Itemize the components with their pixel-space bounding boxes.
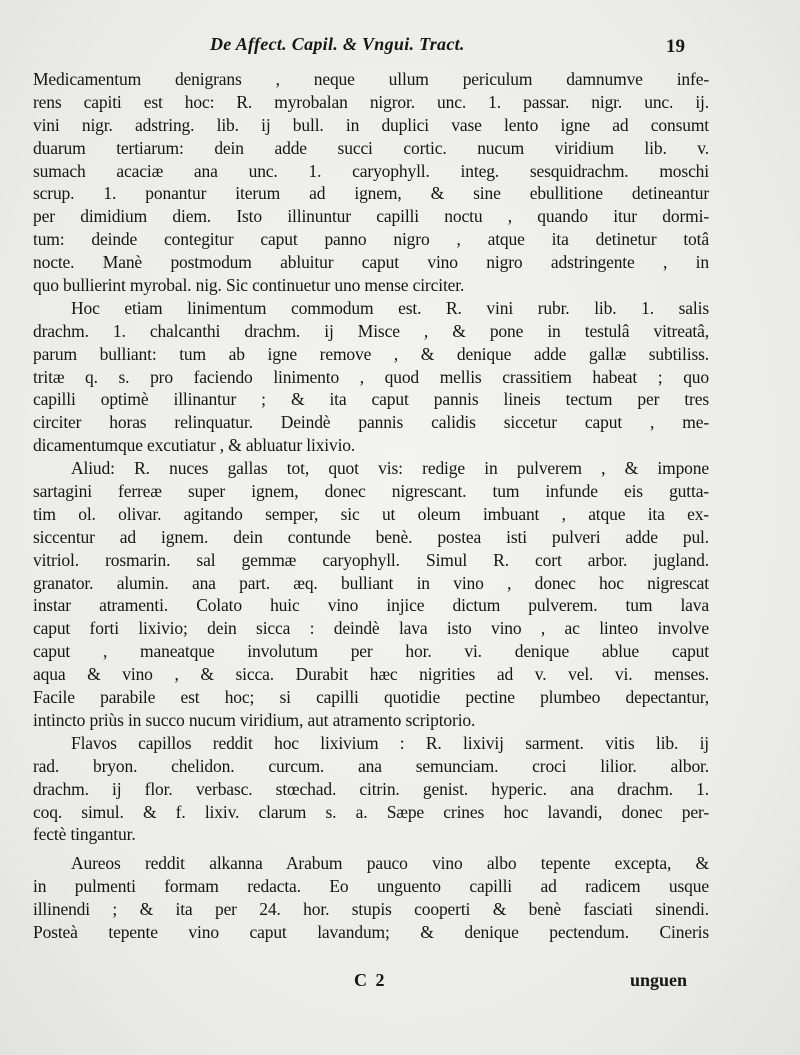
body-text [33,68,709,944]
text-line: capilli optimè illinantur ; & ita caput pannis lineis tectum per tres [33,389,709,410]
catchword: unguen [630,970,688,990]
text-line: vini nigr. adstring. lib. ij bull. in duplici vase lento igne ad consumt [33,114,709,135]
text-line: nocte. Manè postmodum abluitur caput vino nigro adstringente , in [33,252,709,273]
text-line: per dimidium diem. Isto illinuntur capilli noctu , quando itur dormi- [33,206,709,227]
text-line: Facile parabile est hoc; si capilli quotidie pectine plumbeo depectantur, [33,687,709,708]
text-line: granator. alumin. ana part. æq. bulliant in vino , donec hoc nigrescat [33,572,709,593]
text-line: Posteà tepente vino caput lavandum; & denique pectendum. Cineris [33,921,709,942]
text-line: caput , maneatque involutum per hor. vi. denique ablue caput [33,641,709,662]
text-line: siccentur ad ignem. dein contunde benè. postea isti pulveri adde pul. [33,526,709,547]
text-line: scrup. 1. ponantur iterum ad ignem, & sine ebullitione detineantur [33,183,709,204]
text-line: Aureos reddit alkanna Arabum pauco vino albo tepente excepta, & [71,853,709,874]
text-line: circiter horas relinquatur. Deindè pannis calidis siccetur caput , me- [33,412,709,433]
text-line: dicamentumque excutiatur , & abluatur lixivio. [33,435,356,456]
text-line: drachm. 1. chalcanthi drachm. ij Misce , & pone in testulâ vitreatâ, [33,320,709,341]
text-line: Flavos capillos reddit hoc lixivium : R. lixivij sarment. vitis lib. ij [71,732,709,753]
text-line: drachm. ij flor. verbasc. stœchad. citrin. genist. hyperic. ana drachm. 1. [33,778,709,799]
text-line: caput forti lixivio; dein sicca : deindè lava isto vino , ac linteo involve [33,618,709,639]
running-head: De Affect. Capil. & Vngui. Tract. [210,34,465,54]
text-line: sartagini ferreæ super ignem, donec nigrescant. tum infunde eis gutta- [33,481,709,502]
text-line: Hoc etiam linimentum commodum est. R. vini rubr. lib. 1. salis [71,297,709,318]
text-line: tum: deinde contegitur caput panno nigro , atque ita detinetur totâ [33,229,709,250]
text-line: rad. bryon. chelidon. curcum. ana semunciam. croci lilior. albor. [33,755,709,776]
text-line: instar atramenti. Colato huic vino injice dictum pulverem. tum lava [33,595,709,616]
text-line: quo bullierint myrobal. nig. Sic continuetur uno mense circiter. [33,275,465,296]
text-line: intincto priùs in succo nucum viridium, aut atramento scriptorio. [33,709,476,730]
text-line: in pulmenti formam redacta. Eo unguento capilli ad radicem usque [33,876,709,897]
page-number: 19 [666,36,685,57]
text-line: duarum tertiarum: dein adde succi cortic. nucum viridium lib. v. [33,137,709,158]
text-line: aqua & vino , & sicca. Durabit hæc nigrities ad v. vel. vi. menses. [33,664,709,685]
text-line: Medicamentum denigrans , neque ullum periculum damnumve infe- [33,69,709,89]
text-line: fectè tingantur. [33,824,136,845]
text-line: Aliud: R. nuces gallas tot, quot vis: redige in pulverem , & impone [71,458,709,479]
text-line: illinendi ; & ita per 24. hor. stupis cooperti & benè fasciati sinendi. [33,899,709,920]
text-line: sumach acaciæ ana unc. 1. caryophyll. integ. sesquidrachm. moschi [33,160,709,181]
text-line: rens capiti est hoc: R. myrobalan nigror. unc. 1. passar. nigr. unc. ij. [33,91,709,112]
text-line: tritæ q. s. pro faciendo linimento , quod mellis crassitiem habeat ; quo [33,366,709,387]
signature-mark: C 2 [354,970,387,990]
text-line: vitriol. rosmarin. sal gemmæ caryophyll. Simul R. cort arbor. jugland. [33,549,709,570]
text-line: coq. simul. & f. lixiv. clarum s. a. Sæpe crines hoc lavandi, donec per- [33,801,709,822]
text-line: parum bulliant: tum ab igne remove , & denique adde gallæ subtiliss. [33,343,709,364]
text-line: tim ol. olivar. agitando semper, sic ut oleum imbuant , atque ita ex- [33,503,709,524]
